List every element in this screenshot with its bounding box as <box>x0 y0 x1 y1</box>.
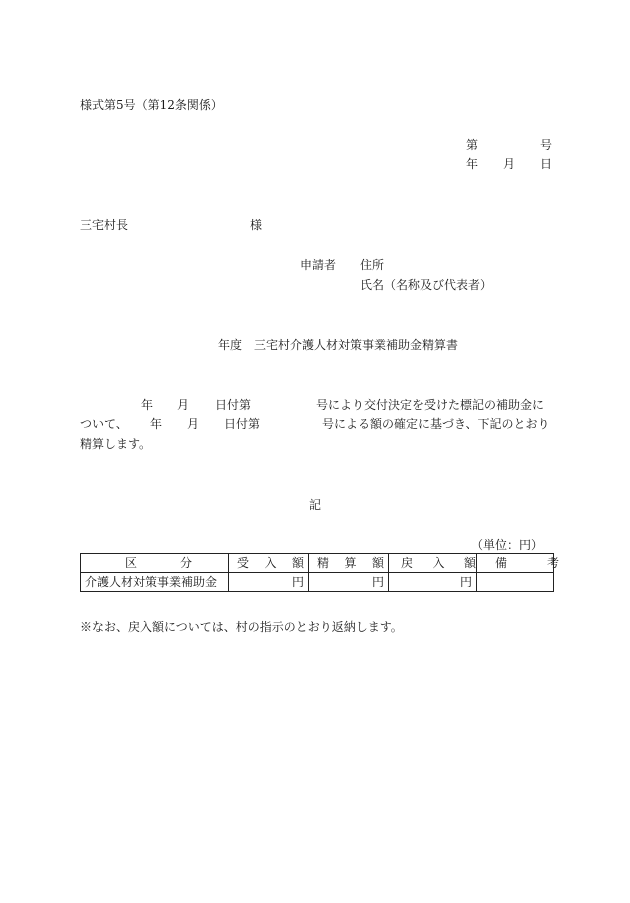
header-received <box>229 554 309 573</box>
date-year: 年 <box>466 157 479 171</box>
addressee-name: 三宅村長 <box>80 218 129 232</box>
row-received-amount: 円 <box>229 573 309 592</box>
header-returned-char-2: 入 <box>432 556 445 570</box>
row-settled-amount: 円 <box>309 573 389 592</box>
return-note: ※なお、戻入額については、村の指示のとおり返納します。 <box>80 620 403 634</box>
header-received-char-2: 入 <box>264 556 277 570</box>
header-settled-char-3: 額 <box>371 556 384 570</box>
body1-year: 年 <box>141 398 154 412</box>
body1-month: 月 <box>177 398 190 412</box>
header-remarks <box>477 554 559 573</box>
header-received-char-3: 額 <box>291 556 304 570</box>
document-date <box>466 157 552 171</box>
row-remarks <box>477 573 554 592</box>
applicant-label: 申請者 <box>300 258 337 272</box>
body-line-2 <box>0 417 630 431</box>
row-category: 介護人材対策事業補助金 <box>81 573 229 592</box>
header-settled-char-1: 精 <box>317 556 330 570</box>
date-month: 月 <box>502 157 515 171</box>
settlement-table <box>80 553 559 592</box>
doc-number-prefix: 第 <box>466 138 479 152</box>
body2-year: 年 <box>150 417 163 431</box>
body2-prefix: ついて、 <box>80 417 128 431</box>
body1-text: 号により交付決定を受けた標記の補助金に <box>316 398 545 412</box>
header-category <box>81 554 229 573</box>
header-category-char-1: 区 <box>125 556 138 570</box>
doc-number-suffix: 号 <box>539 138 552 152</box>
body-line-1 <box>0 398 630 412</box>
header-received-char-1: 受 <box>237 556 250 570</box>
body2-text: 号による額の確定に基づき、下記のとおり <box>322 417 550 431</box>
date-day: 日 <box>539 157 552 171</box>
ki-heading: 記 <box>309 498 322 512</box>
applicant-address-label: 住所 <box>360 258 385 272</box>
form-number: 様式第5号（第12条関係） <box>80 98 223 112</box>
header-remarks-char-1: 備 <box>495 556 508 570</box>
document-title: 年度 三宅村介護人材対策事業補助金精算書 <box>218 338 459 352</box>
body2-date-no: 日付第 <box>224 417 261 431</box>
table-row <box>81 573 554 592</box>
document-number <box>466 138 552 152</box>
row-returned-amount: 円 <box>389 573 477 592</box>
body1-date-no: 日付第 <box>215 398 252 412</box>
header-category-char-2: 分 <box>179 556 192 570</box>
applicant-name-label: 氏名（名称及び代表者） <box>360 278 493 292</box>
addressee-honorific: 様 <box>250 218 263 232</box>
body2-month: 月 <box>187 417 200 431</box>
header-settled-char-2: 算 <box>344 556 357 570</box>
unit-label: （単位：円） <box>471 538 544 552</box>
header-returned <box>389 554 477 573</box>
header-remarks-char-2: 考 <box>546 556 559 570</box>
header-returned-char-3: 額 <box>463 556 476 570</box>
header-returned-char-1: 戻 <box>401 556 414 570</box>
table-header-row <box>81 554 554 573</box>
header-settled <box>309 554 389 573</box>
body-line-3: 精算します。 <box>80 437 152 451</box>
